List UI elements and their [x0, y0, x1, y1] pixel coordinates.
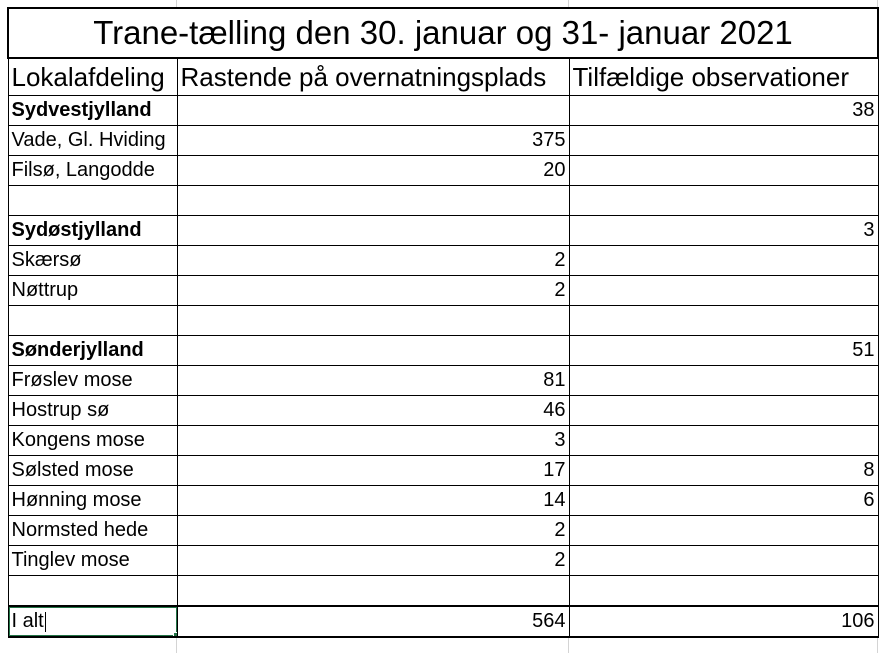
- table-row: [8, 546, 878, 576]
- cell-tilfaeldige[interactable]: 3: [569, 216, 878, 246]
- cell-tilfaeldige[interactable]: [569, 276, 878, 306]
- cell-lokalafdeling[interactable]: Kongens mose: [8, 426, 177, 456]
- cell-rastende[interactable]: [177, 336, 569, 366]
- cell-lokalafdeling[interactable]: [8, 186, 177, 216]
- cell-lokalafdeling[interactable]: Sølsted mose: [8, 456, 177, 486]
- cell-tilfaeldige[interactable]: [569, 306, 878, 336]
- cell-total-rastende[interactable]: 564: [177, 606, 569, 637]
- cell-lokalafdeling[interactable]: Sydøstjylland: [8, 216, 177, 246]
- table-row: [8, 246, 878, 276]
- table-row: [8, 306, 878, 336]
- cell-rastende[interactable]: 2: [177, 276, 569, 306]
- table-row: [8, 276, 878, 306]
- cell-tilfaeldige[interactable]: [569, 396, 878, 426]
- header-cell-rastende[interactable]: Rastende på overnatningsplads: [177, 58, 569, 96]
- table-row: [8, 576, 878, 607]
- cell-lokalafdeling[interactable]: Skærsø: [8, 246, 177, 276]
- cell-rastende[interactable]: 375: [177, 126, 569, 156]
- table-row: [8, 336, 878, 366]
- table-row: [8, 516, 878, 546]
- cell-lokalafdeling[interactable]: Nøttrup: [8, 276, 177, 306]
- cell-lokalafdeling[interactable]: Frøslev mose: [8, 366, 177, 396]
- cell-tilfaeldige[interactable]: [569, 576, 878, 607]
- text-cursor: [45, 612, 46, 632]
- cell-tilfaeldige[interactable]: 6: [569, 486, 878, 516]
- cell-rastende[interactable]: [177, 186, 569, 216]
- table-title[interactable]: Trane-tælling den 30. januar og 31- januar 2021: [8, 8, 878, 58]
- cell-total-tilfaeldige[interactable]: 106: [569, 606, 878, 637]
- cell-rastende[interactable]: 2: [177, 246, 569, 276]
- cell-tilfaeldige[interactable]: 51: [569, 336, 878, 366]
- table-row: [8, 366, 878, 396]
- cell-rastende[interactable]: 81: [177, 366, 569, 396]
- cell-lokalafdeling[interactable]: Sydvestjylland: [8, 96, 177, 126]
- cell-tilfaeldige[interactable]: [569, 366, 878, 396]
- table-row: [8, 426, 878, 456]
- cell-total-label-selected[interactable]: [8, 606, 177, 637]
- table-row: [8, 396, 878, 426]
- cell-lokalafdeling[interactable]: [8, 306, 177, 336]
- cell-lokalafdeling[interactable]: [8, 576, 177, 607]
- cell-rastende[interactable]: 20: [177, 156, 569, 186]
- header-cell-lokalafdeling[interactable]: Lokalafdeling: [8, 58, 177, 96]
- total-row: [8, 606, 878, 637]
- cell-rastende[interactable]: 2: [177, 516, 569, 546]
- cell-lokalafdeling[interactable]: Hønning mose: [8, 486, 177, 516]
- cell-tilfaeldige[interactable]: [569, 186, 878, 216]
- cell-lokalafdeling[interactable]: Hostrup sø: [8, 396, 177, 426]
- cell-rastende[interactable]: 2: [177, 546, 569, 576]
- cell-lokalafdeling[interactable]: Vade, Gl. Hviding: [8, 126, 177, 156]
- fill-handle[interactable]: [173, 632, 178, 637]
- cell-lokalafdeling[interactable]: Filsø, Langodde: [8, 156, 177, 186]
- cell-rastende[interactable]: 3: [177, 426, 569, 456]
- data-table: [7, 7, 879, 638]
- total-label: I alt: [11, 610, 44, 632]
- table-row: [8, 186, 878, 216]
- table-row: [8, 216, 878, 246]
- cell-rastende[interactable]: [177, 576, 569, 607]
- table-row: [8, 486, 878, 516]
- cell-tilfaeldige[interactable]: [569, 546, 878, 576]
- cell-tilfaeldige[interactable]: 8: [569, 456, 878, 486]
- table-row: [8, 456, 878, 486]
- header-cell-tilfaeldige[interactable]: Tilfældige observationer: [569, 58, 878, 96]
- cell-tilfaeldige[interactable]: 38: [569, 96, 878, 126]
- cell-rastende[interactable]: 46: [177, 396, 569, 426]
- cell-lokalafdeling[interactable]: Normsted hede: [8, 516, 177, 546]
- cell-tilfaeldige[interactable]: [569, 156, 878, 186]
- cell-rastende[interactable]: 14: [177, 486, 569, 516]
- cell-rastende[interactable]: [177, 306, 569, 336]
- cell-tilfaeldige[interactable]: [569, 426, 878, 456]
- table-row: [8, 96, 878, 126]
- cell-lokalafdeling[interactable]: Sønderjylland: [8, 336, 177, 366]
- table-row: [8, 156, 878, 186]
- title-row: [8, 8, 878, 58]
- cell-tilfaeldige[interactable]: [569, 246, 878, 276]
- cell-rastende[interactable]: [177, 216, 569, 246]
- cell-rastende[interactable]: [177, 96, 569, 126]
- cell-lokalafdeling[interactable]: Tinglev mose: [8, 546, 177, 576]
- header-row: [8, 58, 878, 96]
- cell-rastende[interactable]: 17: [177, 456, 569, 486]
- table-row: [8, 126, 878, 156]
- cell-tilfaeldige[interactable]: [569, 126, 878, 156]
- cell-tilfaeldige[interactable]: [569, 516, 878, 546]
